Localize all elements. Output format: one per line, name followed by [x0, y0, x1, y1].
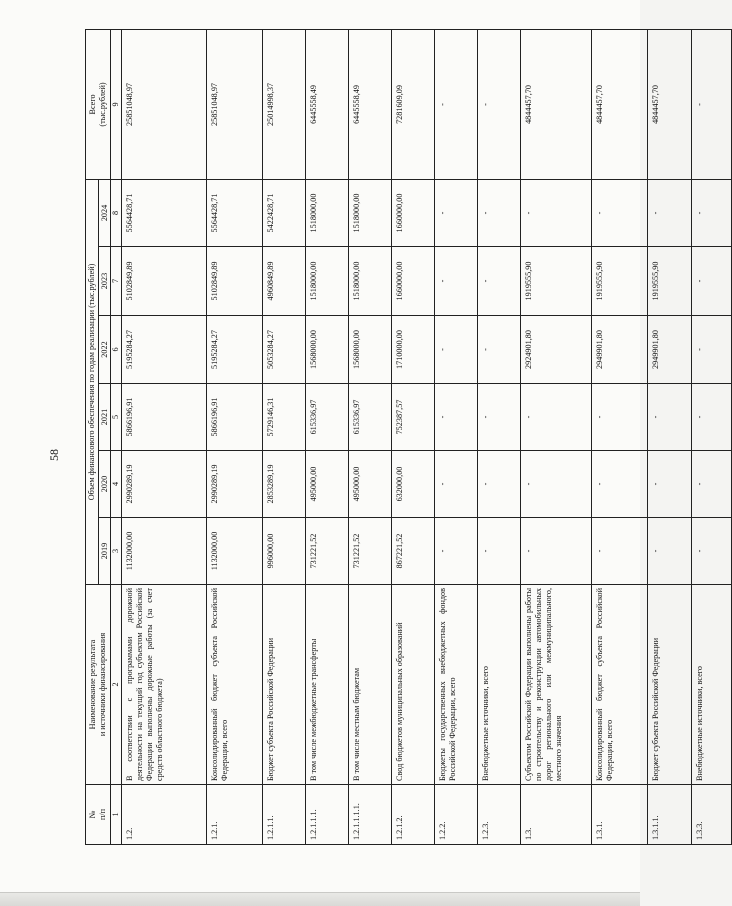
row-name: В соответствии с программами дорожной деятельности на текущий год субъектом Российской Федерации выполнены дорожные работы (за счет средств областного бюджета) [122, 585, 207, 785]
row-value: - [648, 518, 692, 585]
row-value: - [648, 384, 692, 451]
table-row [435, 29, 478, 844]
row-value: 996000,00 [263, 518, 306, 585]
row-total: - [435, 29, 478, 179]
header-year: 2020 [99, 451, 111, 518]
header-year: 2024 [99, 179, 111, 246]
row-value: 1660000,00 [392, 247, 435, 316]
row-code: 1.2.1.1. [263, 785, 306, 845]
row-value: 4960849,89 [263, 247, 306, 316]
table-row [392, 29, 435, 844]
table-row [207, 29, 263, 844]
financing-table [85, 29, 732, 845]
row-name: Бюджеты государственных внебюджетных фондов Российской Федерации, всего [435, 585, 478, 785]
row-value: - [692, 316, 732, 384]
row-value: 5564428,71 [207, 179, 263, 246]
column-number: 2 [111, 585, 122, 785]
table-row [263, 29, 306, 844]
row-value: 1518000,00 [349, 179, 392, 246]
row-name: Внебюджетные источники, всего [478, 585, 521, 785]
column-number: 9 [111, 29, 122, 179]
row-total: - [692, 29, 732, 179]
row-total: 4844457,70 [521, 29, 592, 179]
header-total [86, 29, 111, 179]
row-value: - [592, 451, 648, 518]
header-year: 2019 [99, 518, 111, 585]
row-value: 731221,52 [306, 518, 349, 585]
row-value: - [592, 518, 648, 585]
row-value: 2949901,80 [592, 316, 648, 384]
row-value: 5195284,27 [207, 316, 263, 384]
row-value: - [478, 384, 521, 451]
header-number [86, 785, 111, 845]
row-value: 615336,97 [349, 384, 392, 451]
page-number: 58 [47, 449, 61, 461]
column-number: 7 [111, 247, 122, 316]
table-row [648, 29, 692, 844]
row-total: - [478, 29, 521, 179]
row-total: 25851048,97 [207, 29, 263, 179]
table-row [122, 29, 207, 844]
row-code: 1.2.2. [435, 785, 478, 845]
row-total: 25014998,37 [263, 29, 306, 179]
row-code: 1.2. [122, 785, 207, 845]
row-code: 1.3.1. [592, 785, 648, 845]
header-row-1 [86, 29, 99, 844]
row-value: 1919555,90 [521, 247, 592, 316]
header-total-line1: Всего [88, 94, 97, 115]
row-value: 495000,00 [306, 451, 349, 518]
header-name-line1: Наименование результата [88, 639, 97, 730]
row-value: - [478, 518, 521, 585]
row-value: 615336,97 [306, 384, 349, 451]
row-value: 1132000,00 [122, 518, 207, 585]
table-row [521, 29, 592, 844]
header-number-text: № п/п [88, 808, 107, 821]
row-name: Субъектом Российской Федерации выполнены работы по строительству и реконструкции автомобильных дорог регионального или межмуниципального, местного значения [521, 585, 592, 785]
row-value: - [435, 247, 478, 316]
row-value: - [521, 384, 592, 451]
row-name: В том числе межбюджетные трансферты [306, 585, 349, 785]
row-name: Консолидированный бюджет субъекта Российской Федерации, всего [592, 585, 648, 785]
row-value: - [478, 179, 521, 246]
row-value: - [521, 451, 592, 518]
row-code: 1.3.1.1. [648, 785, 692, 845]
row-code: 1.2.3. [478, 785, 521, 845]
row-value: - [478, 451, 521, 518]
row-value: - [692, 451, 732, 518]
table-row [592, 29, 648, 844]
row-value: 5422428,71 [263, 179, 306, 246]
table-row [478, 29, 521, 844]
row-value: 1568000,00 [306, 316, 349, 384]
row-name: Свод бюджетов муниципальных образований [392, 585, 435, 785]
header-name-line2: и источники финансирования [98, 632, 107, 737]
row-total: 6445558,49 [349, 29, 392, 179]
row-value: - [692, 518, 732, 585]
row-value: - [592, 384, 648, 451]
row-value: - [521, 518, 592, 585]
row-total: 6445558,49 [306, 29, 349, 179]
row-value: - [692, 247, 732, 316]
row-total: 4844457,70 [648, 29, 692, 179]
row-code: 1.2.1.1.1. [306, 785, 349, 845]
row-value: 5102849,89 [207, 247, 263, 316]
header-name [86, 585, 111, 785]
row-value: - [478, 247, 521, 316]
row-name: Бюджет субъекта Российской Федерации [263, 585, 306, 785]
column-number: 8 [111, 179, 122, 246]
row-value: 2990289,19 [122, 451, 207, 518]
header-group-title: Объем финансового обеспечения по годам реализации (тыс.рублей) [86, 179, 99, 584]
header-year: 2021 [99, 384, 111, 451]
row-code: 1.2.1. [207, 785, 263, 845]
table-row [692, 29, 732, 844]
column-number: 4 [111, 451, 122, 518]
row-value: - [648, 451, 692, 518]
row-value: 5866196,91 [207, 384, 263, 451]
header-row-column-numbers [111, 29, 122, 844]
row-value: 1710000,00 [392, 316, 435, 384]
row-value: 2853289,19 [263, 451, 306, 518]
row-value: 731221,52 [349, 518, 392, 585]
row-value: - [692, 384, 732, 451]
row-value: 867221,52 [392, 518, 435, 585]
row-value: - [435, 316, 478, 384]
row-value: 632000,00 [392, 451, 435, 518]
row-value: 2924901,80 [521, 316, 592, 384]
column-number: 6 [111, 316, 122, 384]
rotated-table-container [85, 30, 704, 845]
row-name: Внебюджетные источники, всего [692, 585, 732, 785]
row-value: 1518000,00 [306, 179, 349, 246]
header-year: 2022 [99, 316, 111, 384]
row-value: - [435, 518, 478, 585]
row-value: - [521, 179, 592, 246]
row-value: - [648, 179, 692, 246]
header-total-line2: (тыс.рублей) [98, 82, 107, 127]
row-value: 1919555,90 [592, 247, 648, 316]
row-value: - [435, 384, 478, 451]
row-value: 1518000,00 [306, 247, 349, 316]
row-total: 7281609,09 [392, 29, 435, 179]
row-code: 1.2.1.2. [392, 785, 435, 845]
table-row [349, 29, 392, 844]
row-value: 1919555,90 [648, 247, 692, 316]
column-number: 5 [111, 384, 122, 451]
table-row [306, 29, 349, 844]
column-number: 3 [111, 518, 122, 585]
row-total: 4844457,70 [592, 29, 648, 179]
row-value: 5564428,71 [122, 179, 207, 246]
row-value: 5729146,31 [263, 384, 306, 451]
row-value: 1660000,00 [392, 179, 435, 246]
row-value: 2990289,19 [207, 451, 263, 518]
row-value: - [592, 179, 648, 246]
row-value: 5866196,91 [122, 384, 207, 451]
row-name: В том числе местным бюджетам [349, 585, 392, 785]
row-code: 1.3. [521, 785, 592, 845]
row-value: - [478, 316, 521, 384]
row-total: 25851048,97 [122, 29, 207, 179]
row-value: - [435, 179, 478, 246]
row-value: 5053284,27 [263, 316, 306, 384]
row-name: Консолидированный бюджет субъекта Российской Федерации, всего [207, 585, 263, 785]
row-value: 752387,57 [392, 384, 435, 451]
row-value: 1132000,00 [207, 518, 263, 585]
row-value: 495000,00 [349, 451, 392, 518]
column-number: 1 [111, 785, 122, 845]
row-value: 1518000,00 [349, 247, 392, 316]
header-year: 2023 [99, 247, 111, 316]
row-code: 1.2.1.1.1.1. [349, 785, 392, 845]
row-value: 5102849,89 [122, 247, 207, 316]
row-value: - [435, 451, 478, 518]
row-value: - [692, 179, 732, 246]
row-name: Бюджет субъекта Российской Федерации [648, 585, 692, 785]
row-value: 5195284,27 [122, 316, 207, 384]
row-value: 2949901,80 [648, 316, 692, 384]
row-code: 1.3.3. [692, 785, 732, 845]
page-bottom-edge [0, 892, 640, 906]
row-value: 1568000,00 [349, 316, 392, 384]
